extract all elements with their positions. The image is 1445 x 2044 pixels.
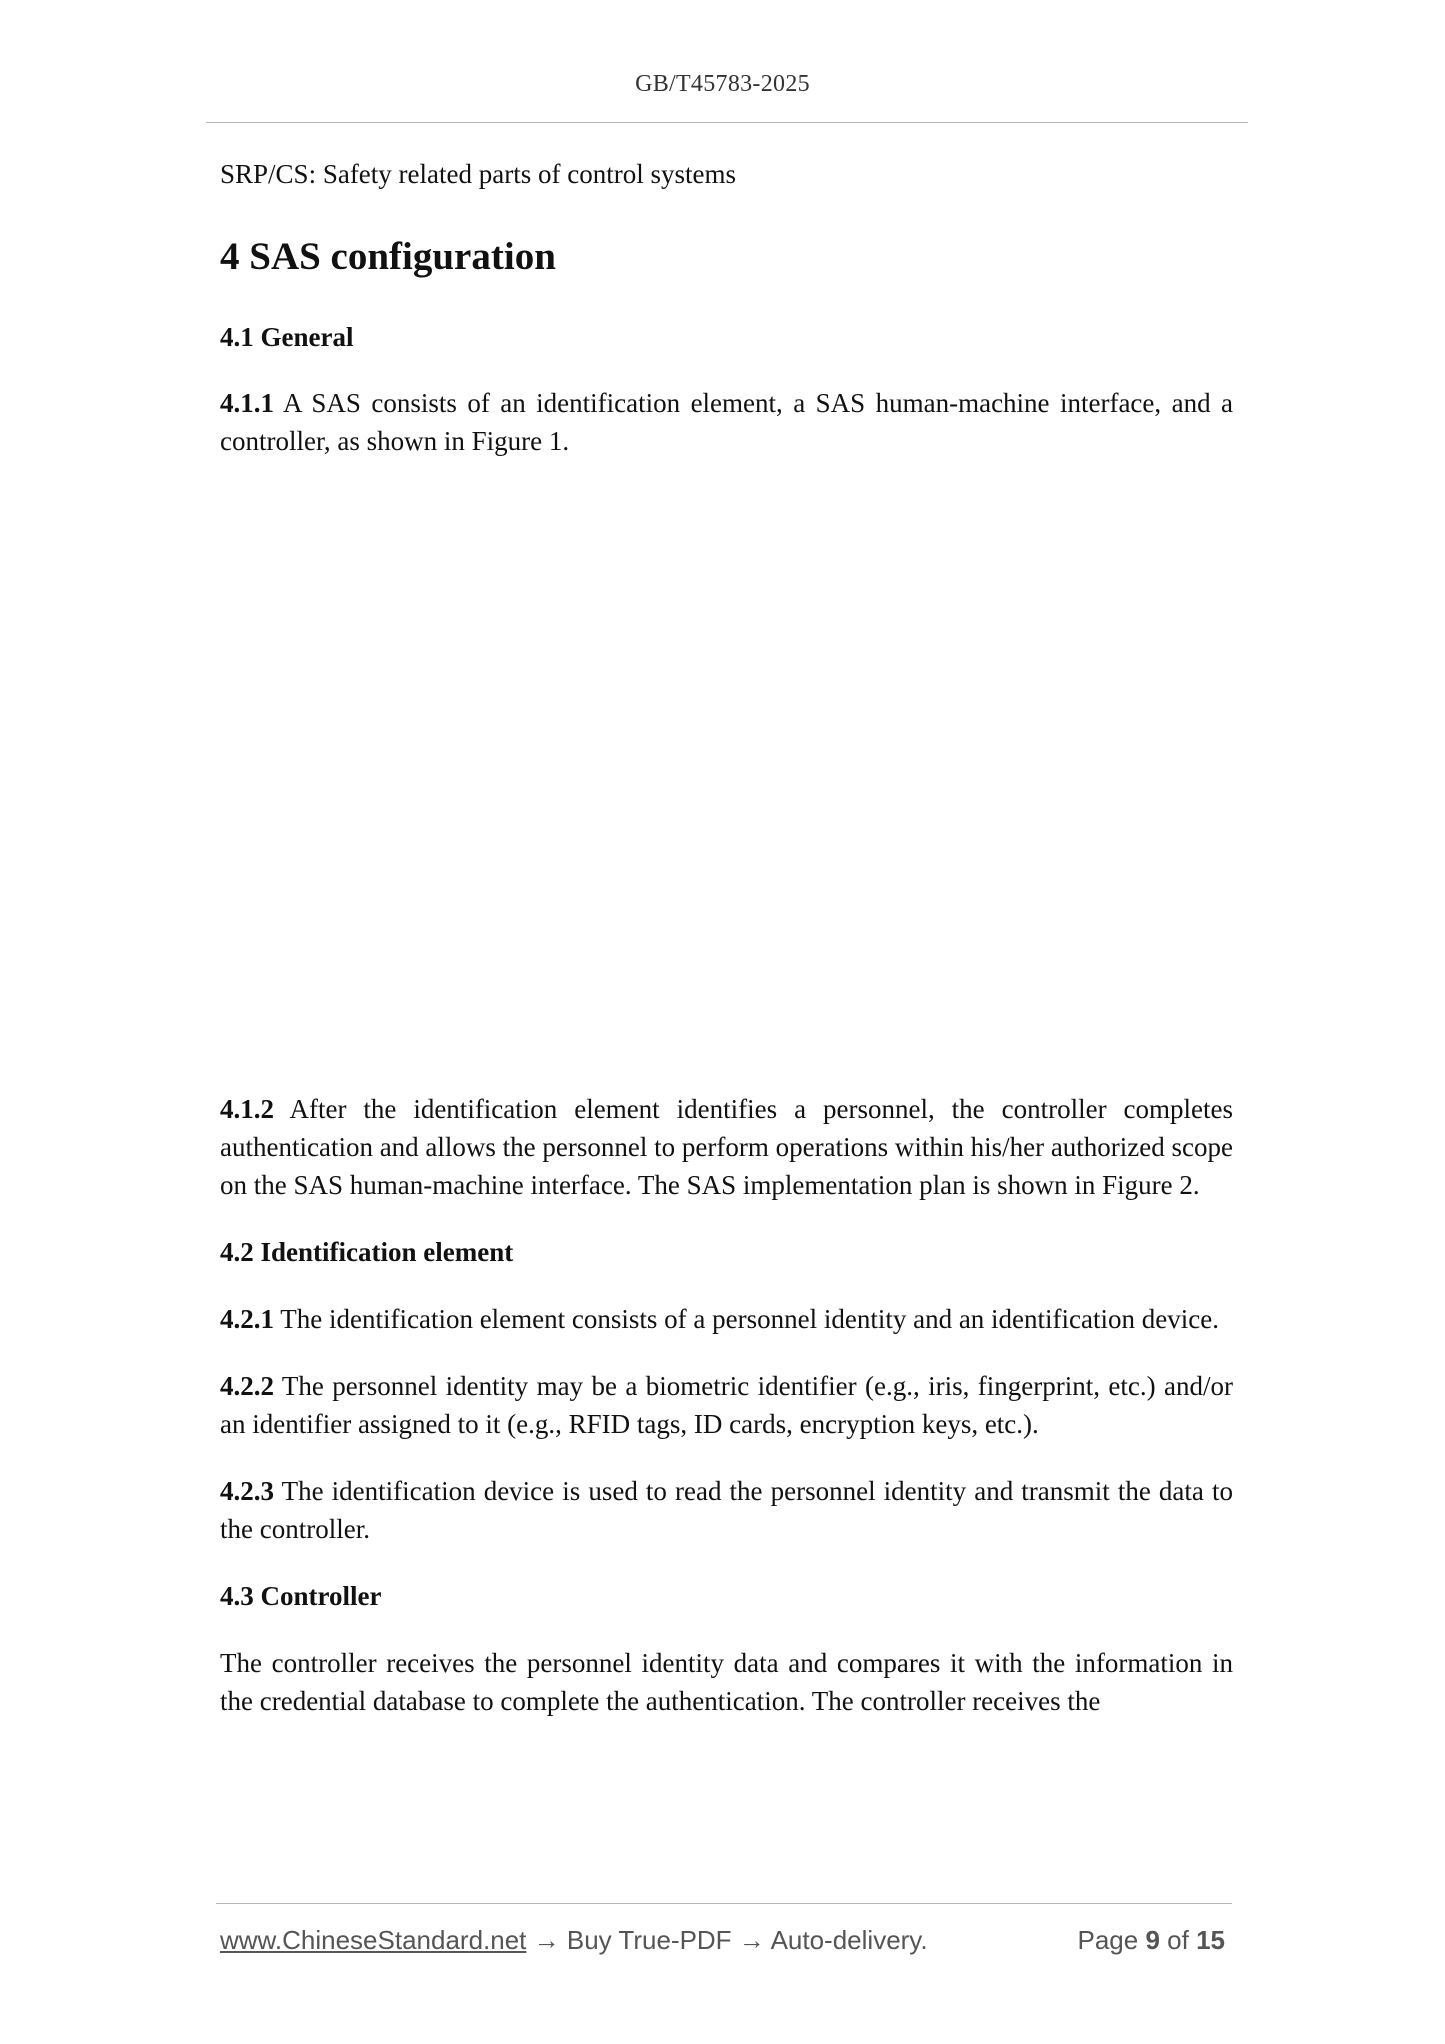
clause-4-1-1 [220,384,1233,460]
clause-4-1-2 [220,1090,1233,1204]
header-divider [206,122,1248,123]
clause-text: The identification device is used to read the personnel identity and transmit the data to the controller. [220,1476,1233,1544]
clause-4-2-1 [220,1300,1233,1338]
page-total: 15 [1196,1925,1225,1955]
clause-4-2-2 [220,1367,1233,1443]
controller-paragraph: The controller receives the personnel identity data and compares it with the information in the credential database to complete the authentication. The controller receives the [220,1648,1233,1716]
page-label: Page [1077,1925,1139,1955]
footer-divider [216,1903,1232,1904]
footer-promo-text: → Buy True-PDF → Auto-delivery. [526,1925,928,1955]
clause-number: 4.1.2 [220,1094,274,1124]
page-indicator [1077,1925,1225,1956]
footer-promo [220,1925,928,1956]
clause-text: The identification element consists of a personnel identity and an identification device. [274,1304,1219,1334]
clause-text: After the identification element identifies a personnel, the controller completes authentication and allows the personnel to perform operations within his/her authorized scope on the SAS human-machine interface. The SAS implementation plan is shown in Figure 2. [220,1094,1233,1200]
clause-number: 4.2.3 [220,1476,274,1506]
clause-number: 4.2.1 [220,1304,274,1334]
clause-number: 4.1.1 [220,388,274,418]
figure-1-blank-area [220,460,1233,1090]
clause-text: The personnel identity may be a biometric identifier (e.g., iris, fingerprint, etc.) and/or an identifier assigned to it (e.g., RFID tags, ID cards, encryption keys, etc.). [220,1371,1233,1439]
page-of-label: of [1167,1925,1189,1955]
clause-4-2-3 [220,1472,1233,1548]
heading-4-3-controller: 4.3 Controller [220,1581,382,1611]
page-content [220,155,1233,1720]
website-link[interactable]: www.ChineseStandard.net [220,1925,527,1955]
page-current: 9 [1145,1925,1160,1955]
heading-4-1-general: 4.1 General [220,322,354,352]
clause-number: 4.2.2 [220,1371,274,1401]
section-4-title: 4 SAS configuration [220,235,556,278]
page-header-doc-code: GB/T45783-2025 [635,71,810,97]
abbreviation-srp-cs: SRP/CS: Safety related parts of control systems [220,159,736,189]
clause-text: A SAS consists of an identification element, a SAS human-machine interface, and a controller, as shown in Figure 1. [220,388,1233,456]
heading-4-2-identification-element: 4.2 Identification element [220,1237,514,1267]
